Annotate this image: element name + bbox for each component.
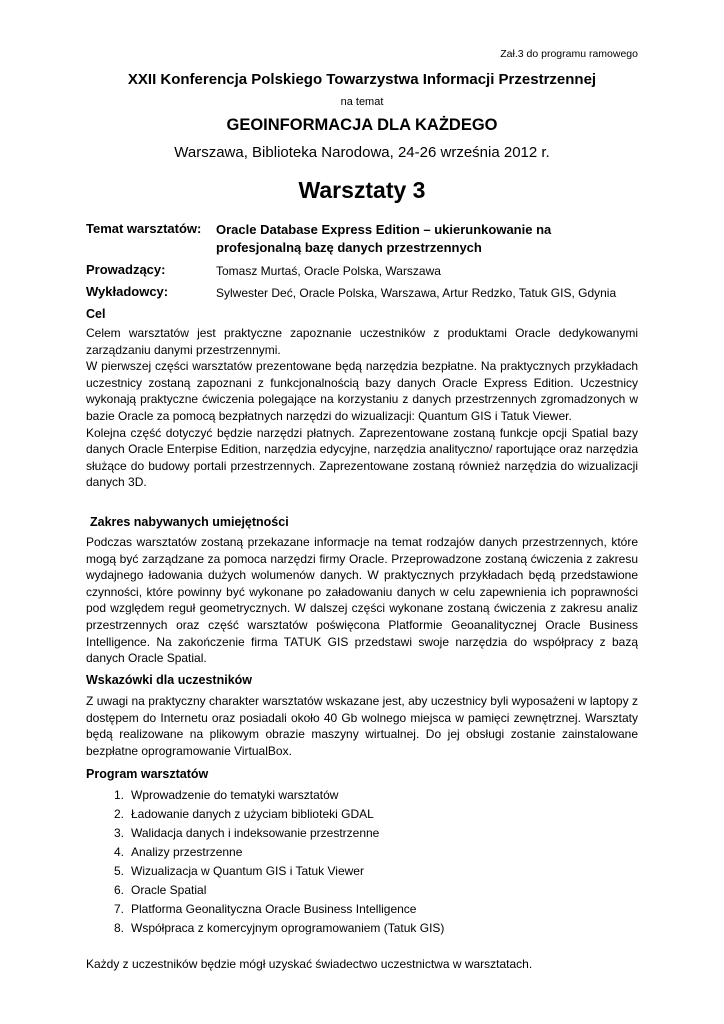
program-item: 5. Wizualizacja w Quantum GIS i Tatuk Viewer (113, 864, 364, 878)
goal-paragraph-1: Celem warsztatów jest praktyczne zapoznanie uczestników z produktami Oracle dedykowanymi zarządzaniu danymi przestrzennymi. (86, 326, 638, 357)
lecturers-label: Wykładowcy: (86, 284, 169, 299)
topic-label: Temat warsztatów: (86, 221, 202, 236)
topic-value: Oracle Database Express Edition – ukierunkowanie na profesjonalną bazę danych przestrzennych (216, 222, 552, 255)
workshop-title: Warsztaty 3 (298, 177, 426, 203)
goal-paragraph-2: W pierwszej części warsztatów prezentowane będą narzędzia bezpłatne. Na praktycznych przykładach uczestnicy zostaną zapoznani z funkcjonalnością bazy danych Oracle Express Edition. Uczestnicy wykonają praktyczne ćwiczenia polegające na korzystaniu z danych przestrzennych zgromadzonych w bazie Oracle za pomocą bezpłatnych narzędzi do wizualizacji: Quantum GIS i Tatuk Viewer. (86, 359, 638, 423)
conference-place-date: Warszawa, Biblioteka Narodowa, 24-26 września 2012 r. (174, 144, 550, 161)
conference-title: XXII Konferencja Polskiego Towarzystwa Informacji Przestrzennej (127, 71, 597, 88)
skills-text: Podczas warsztatów zostaną przekazane informacje na temat rodzajów danych przestrzennych, które mogą być zarządzane za pomoca narzędzi firmy Oracle. Przeprowadzone zostaną ćwiczenia z zakresu wydajnego ładowania dużych wolumenów danych. W praktycznych przykładach będą przedstawione czynności, które powinny być wykonane po załadowaniu danych w celu zapewnienia ich poprawności pod względem reguł geometrycznych. W dalszej części wykonane zostaną ćwiczenia z zakresu analiz przestrzennych oraz część warsztatów poświęcona Platformie Geoanalitycznej Oracle Business Intelligence. Na zakończenie firma TATUK GIS przedstawi swoje narzędzia do współpracy z bazą danych Oracle Spatial. (86, 535, 638, 666)
goal-text (86, 325, 638, 491)
hints-text: Z uwagi na praktyczny charakter warsztatów wskazane jest, aby uczestnicy byli wyposażeni w laptopy z dostępem do Internetu oraz posiadali około 40 Gb wolnego miejsca w pamięci zewnętrznej. Warsztaty będą realizowane na plikowym obrazie maszyny wirtualnej. Do jej obsługi zostanie zainstalowane bezpłatne oprogramowanie VirtualBox. (86, 694, 638, 758)
program-item: 3. Walidacja danych i indeksowanie przestrzenne (113, 826, 380, 840)
program-heading: Program warsztatów (86, 767, 209, 781)
conference-on-topic: na temat (340, 96, 384, 108)
program-item: 4. Analizy przestrzenne (113, 845, 243, 859)
certificate-note: Każdy z uczestników będzie mógł uzyskać świadectwo uczestnictwa w warsztatach. (86, 957, 533, 971)
goal-heading: Cel (86, 307, 106, 321)
host-label: Prowadzący: (86, 262, 166, 277)
hints-heading: Wskazówki dla uczestników (86, 673, 253, 687)
program-item: 1. Wprowadzenie do tematyki warsztatów (113, 788, 339, 802)
host-value: Tomasz Murtaś, Oracle Polska, Warszawa (216, 264, 441, 278)
program-item: 7. Platforma Geonalityczna Oracle Business Intelligence (113, 902, 417, 916)
program-list (104, 786, 444, 938)
program-item: 8. Współpraca z komercyjnym oprogramowaniem (Tatuk GIS) (113, 921, 445, 935)
lecturers-value: Sylwester Deć, Oracle Polska, Warszawa, Artur Redzko, Tatuk GIS, Gdynia (216, 286, 617, 300)
goal-paragraph-3: Kolejna część dotyczyć będzie narzędzi płatnych. Zaprezentowane zostaną funkcje opcji Spatial bazy danych Oracle Enterpise Edition, narzędzia edycyjne, narzędzia analityczno/ raportujące oraz narzędzia służące do budowy portali przestrzennych. Zaprezentowane zostaną również narzędzia do wizualizacji danych 3D. (86, 425, 638, 490)
attachment-note: Zał.3 do programu ramowego (500, 48, 638, 60)
skills-heading: Zakres nabywanych umiejętności (90, 515, 289, 529)
program-item: 6. Oracle Spatial (113, 883, 207, 897)
program-item: 2. Ładowanie danych z użyciam biblioteki GDAL (113, 807, 374, 821)
conference-theme: GEOINFORMACJA DLA KAŻDEGO (226, 116, 498, 134)
